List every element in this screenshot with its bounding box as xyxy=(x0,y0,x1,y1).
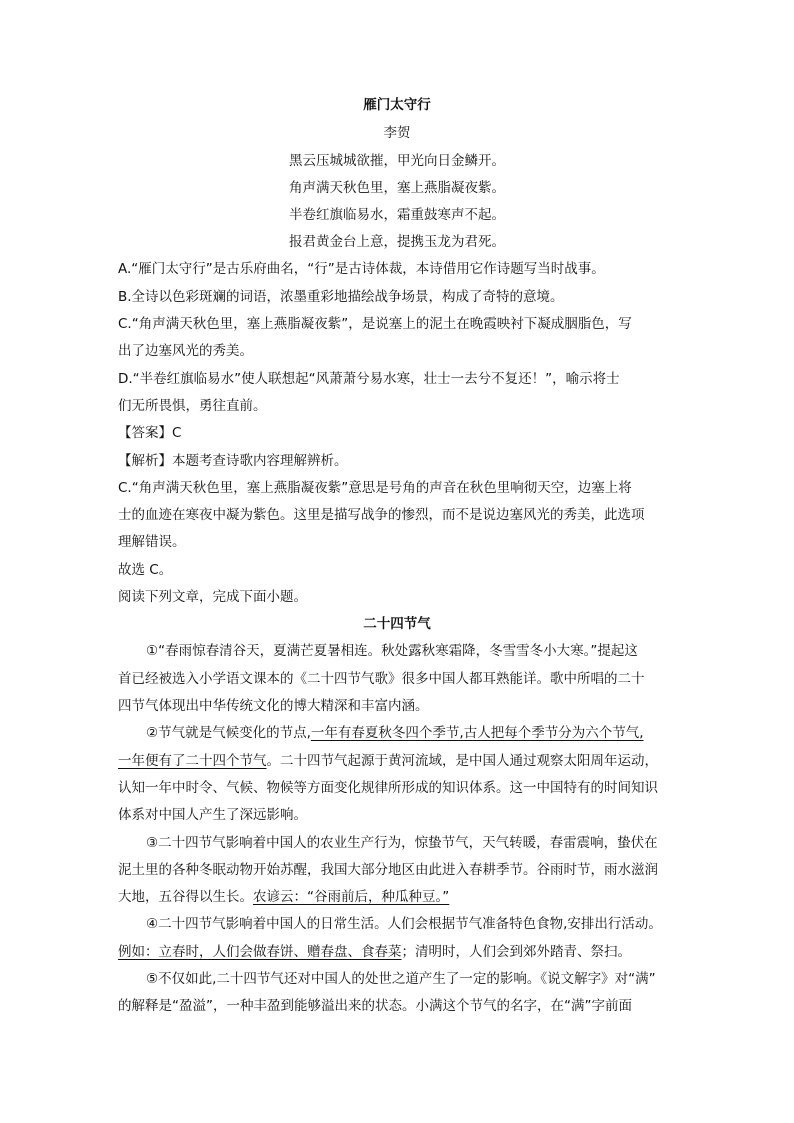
underlined-sentence: 农谚云：“谷雨前后，种瓜种豆。” xyxy=(253,889,450,905)
underlined-sentence: 例如：立春时，人们会做春饼、赠春盘、食春菜 xyxy=(118,944,402,960)
paragraph-2-text: ②节气就是气候变化的节点, xyxy=(146,725,311,741)
poem-line: 黑云压城城欲摧，甲光向日金鳞开。 xyxy=(289,153,505,169)
option-d-cont: 们无所畏惧，勇往直前。 xyxy=(118,398,267,414)
paragraph-2 xyxy=(118,752,658,770)
paragraph-3: ③二十四节气影响着中国人的农业生产行为，惊蛰节气，天气转暖，春雷震响，蛰伏在 xyxy=(146,835,658,851)
paragraph-4: ④二十四节气影响着中国人的日常生活。人们会根据节气准备特色食物,安排出行活动。 xyxy=(146,916,662,932)
analysis-conclusion: 故选 C。 xyxy=(118,562,173,578)
poem-line: 报君黄金台上意，提携玉龙为君死。 xyxy=(289,234,505,250)
option-d: D.“半卷红旗临易水”使人联想起“风萧萧兮易水寒，壮士一去兮不复还！”，喻示将士 xyxy=(118,371,620,387)
paragraph-2: 体系对中国人产生了深远影响。 xyxy=(118,807,307,823)
reading-instruction: 阅读下列文章，完成下面小题。 xyxy=(118,589,307,605)
paragraph-1: ①“春雨惊春清谷天，夏满芒夏暑相连。秋处露秋寒霜降，冬雪雪冬小大寒。”提起这 xyxy=(146,643,638,659)
underlined-sentence: 一年有春夏秋冬四个季节,古人把每个季节分为六个节气, xyxy=(310,725,644,741)
answer: 【答案】C xyxy=(118,425,182,441)
option-c: C.“角声满天秋色里，塞上燕脂凝夜紫”，是说塞上的泥土在晚霞映衬下凝成胭脂色，写 xyxy=(118,316,632,332)
underlined-sentence: 一年便有了二十四个节气 xyxy=(118,753,267,769)
paragraph-5: ⑤不仅如此,二十四节气还对中国人的处世之道产生了一定的影响。《说文解字》对“满” xyxy=(146,971,656,987)
paragraph-5: 的解释是“盈溢”，一种丰盈到能够溢出来的状态。小满这个节气的名字，在“满”字前面 xyxy=(118,998,632,1014)
poem-line: 角声满天秋色里，塞上燕脂凝夜紫。 xyxy=(289,180,505,196)
paragraph-3 xyxy=(118,888,449,906)
paragraph-2 xyxy=(146,724,644,742)
poem-title: 雁门太守行 xyxy=(363,97,431,113)
paragraph-3: 泥土里的各种冬眠动物开始苏醒，我国大部分地区由此进入春耕季节。谷雨时节，雨水滋润 xyxy=(118,862,658,878)
article-title: 二十四节气 xyxy=(363,616,431,632)
poem-author: 李贺 xyxy=(383,125,411,141)
option-c-cont: 出了边塞风光的秀美。 xyxy=(118,343,253,359)
analysis-line: C.“角声满天秋色里，塞上燕脂凝夜紫”意思是号角的声音在秋色里响彻天空，边塞上将 xyxy=(118,480,632,496)
option-a: A.“雁门太守行”是古乐府曲名，“行”是古诗体裁，本诗借用它作诗题写当时战事。 xyxy=(118,261,605,277)
paragraph-3-text: 大地，五谷得以生长。 xyxy=(118,889,253,905)
paragraph-4 xyxy=(118,943,631,961)
paragraph-4-text: ；清明时，人们会到郊外踏青、祭扫。 xyxy=(401,944,631,960)
paragraph-2: 认知一年中时令、气候、物候等方面变化规律所形成的知识体系。这一中国特有的时间知识 xyxy=(118,780,658,796)
analysis-intro: 【解析】本题考查诗歌内容理解辨析。 xyxy=(118,453,348,469)
analysis-line: 理解错误。 xyxy=(118,534,186,550)
paragraph-1: 四节气体现出中华传统文化的博大精深和丰富内涵。 xyxy=(118,698,429,714)
poem-line: 半卷红旗临易水，霜重鼓寒声不起。 xyxy=(289,207,505,223)
analysis-line: 士的血迹在寒夜中凝为紫色。这里是描写战争的惨烈，而不是说边塞风光的秀美，此选项 xyxy=(118,507,645,523)
paragraph-2-text: 。二十四节气起源于黄河流域，是中国人通过观察太阳周年运动， xyxy=(266,753,658,769)
option-b: B.全诗以色彩斑斓的词语，浓墨重彩地描绘战争场景，构成了奇特的意境。 xyxy=(118,289,564,305)
paragraph-1: 首已经被选入小学语文课本的《二十四节气歌》很多中国人都耳熟能详。歌中所唱的二十 xyxy=(118,671,645,687)
